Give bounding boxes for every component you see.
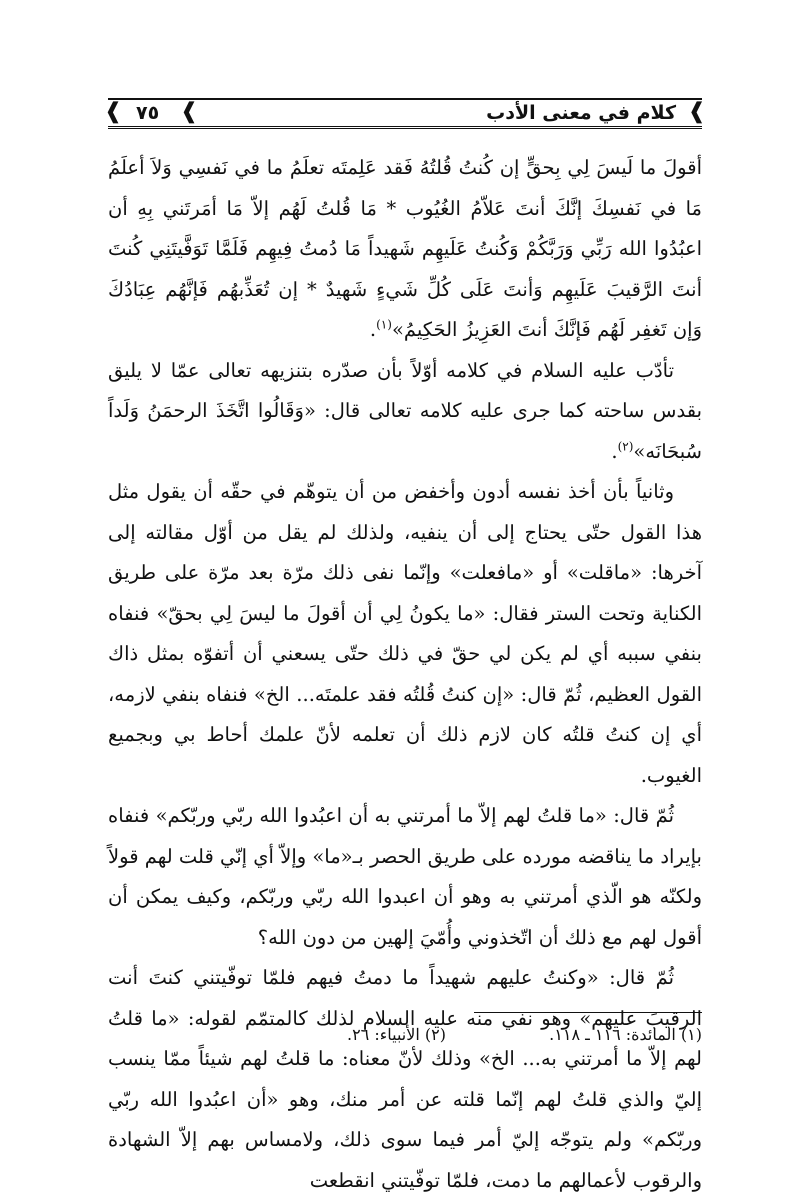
running-header	[104, 92, 706, 136]
header-title: كلام في معنى الأدب	[486, 102, 676, 124]
footnote-2: (٢) الأنبياء: ٢٦.	[346, 1025, 446, 1044]
footnotes	[108, 1020, 702, 1050]
paragraph-4: ثُمّ قال: «ما قلتُ لهم إلاّ ما أمرتني به أن اعبُدوا الله ربّي وربّكم» فنفاه بإيراد ما يناقضه مورده على طريق الحصر بـ«ما» وإلاّ أي إنّي قلت لهم قولاً ولكنّه هو الّذي أمرتني به وهو أن اعبدوا الله ربّي وربّكم، وكيف يمكن أن أقول لهم مع ذلك أن اتّخذوني وأُمّيَ إلهين من دون الله؟	[108, 804, 702, 949]
header-ornament-left-inner: ❰	[180, 99, 199, 124]
paragraph-3: وثانياً بأن أخذ نفسه أدون وأخفض من أن يتوهّم في حقّه أن يقول مثل هذا القول حتّى يحتاج إلى أن ينفيه، ولذلك لم يقل من أوّل مقالته إلى آخرها: «ماقلت» أو «مافعلت» وإنّما نفى ذلك مرّة بعد مرّة على طريق الكناية وتحت الستر فقال: «ما يكونُ لِي أن أقولَ ما ليسَ لِي بحقّ» فنفاه بنفي سببه أي لم يكن لي حقّ في ذلك حتّى يسعني أن أتفوّه بمثل ذاك القول العظيم، ثُمّ قال: «إن كنتُ قُلتُه فقد علمتَه... الخ» فنفاه بنفي لازمه، أي إن كنتُ قلتُه كان لازم ذلك أن تعلمه لأنّ علمك أحاط بي وبجميع الغيوب.	[108, 480, 702, 787]
header-ornament-left: ❰	[104, 99, 123, 124]
paragraph-1-end: .	[369, 318, 377, 341]
paragraph-2-text: تأدّب عليه السلام في كلامه أوّلاً بأن صدّره بتنزيهه تعالى عمّا لا يليق بقدس ساحته كما جرى عليه كلامه تعالى قال: «وَقَالُوا اتَّخَذَ الرحمَنُ وَلَداً سُبحَانَه»	[108, 358, 702, 463]
header-ornament-right: ❰	[687, 99, 706, 124]
paragraph-5: ثُمّ قال: «وكنتُ عليهم شهيداً ما دمتُ فيهم فلمّا توفّيتني كنتَ أنت الرقيبَ عليهم» وهو نفي منه عليه السلام لذلك كالمتمّم لقوله: «ما قلتُ لهم إلاّ ما أمرتني به... الخ» وذلك لأنّ معناه: ما قلتُ لهم شيئاً ممّا ينسب إليّ والذي قلتُ لهم إنّما قلته عن أمر منك، وهو «أن اعبُدوا الله ربّي وربّكم» ولم يتوجّه إليّ أمر فيما سوى ذلك، ولامساس بهم إلاّ الشهادة والرقوب لأعمالهم ما دمت، فلمّا توفّيتني انقطعت	[108, 966, 702, 1192]
footnote-ref-2: (٢)	[617, 439, 634, 453]
footnote-1: (١) المائدة: ١١٦ ـ ١١٨.	[549, 1025, 702, 1044]
footnote-ref-1: (١)	[376, 317, 392, 332]
paragraph-2-end: .	[611, 439, 618, 463]
paragraph-1-text: أقولَ ما لَيسَ لِي بِحقٍّ إن كُنتُ قُلتُهُ فَقد عَلِمتَه تعلَمُ ما في نَفسِي وَلاَ أعلَمُ مَا في نَفسِكَ إنَّكَ أنتَ عَلاّمُ الغُيُوب * مَا قُلتُ لَهُم إلاّ مَا أمَرتَني بِهِ أن اعبُدُوا الله رَبِّي وَرَبَّكُمْ وَكُنتُ عَلَيهِم شَهيداً مَا دُمتُ فِيهِم فَلَمَّا تَوَفَّيتَنِي كُنتَ أنتَ الرَّقيبَ عَلَيهِم وَأنتَ عَلَى كُلِّ شَيءٍ شَهيدٌ * إن تُعَذِّبهُم فَإنَّهُم عِبَادُكَ وَإن تَغفِر لَهُم فَإنَّكَ أنتَ العَزِيزُ الحَكِيمُ»	[108, 156, 702, 341]
page-number: ٧٥	[136, 102, 160, 124]
footnote-separator	[474, 1012, 702, 1013]
paragraph-2	[108, 351, 702, 473]
paragraph-1	[108, 148, 702, 351]
